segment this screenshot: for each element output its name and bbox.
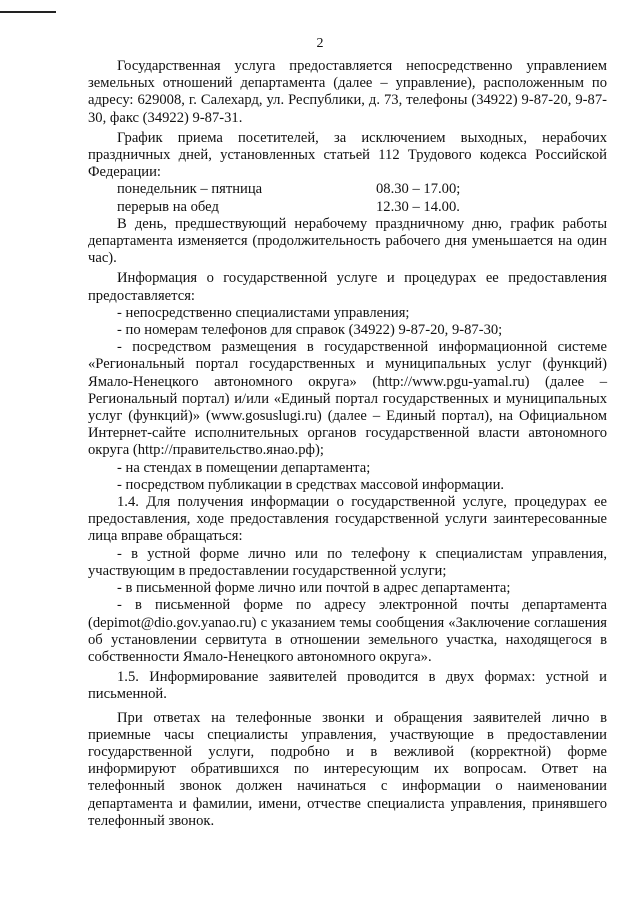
list-item: - в письменной форме по адресу электронной почты департамента (depimot@dio.gov.yanao.ru) с указанием темы сообщения «Заключение соглашения об установлении сервитута в отношении земельного участка, находящегося в собственности Ямало-Ненецкого автономного округа». <box>88 597 607 665</box>
paragraph-phone-answers: При ответах на телефонные звонки и обращения заявителей лично в приемные часы специалисты управления, участвующие в предоставлении государственной услуги, подробно и в вежливой (корректной) форме информируют обратившихся по интересующим их вопросам. Ответ на телефонный звонок должен начинаться с информации о наименовании департамента и фамилии, имени, отчестве специалиста управления, принявшего телефонный звонок. <box>88 709 607 829</box>
list-item: - непосредственно специалистами управления; <box>117 304 410 321</box>
paragraph-info-intro: Информация о государственной услуге и процедурах ее предоставления предоставляется: <box>88 270 607 304</box>
paragraph-service-provider: Государственная услуга предоставляется непосредственно управлением земельных отношений департамента (далее – управление), расположенным по адресу: 629008, г. Салехард, ул. Республики, д. 73, телефоны (34922) 9-87-20, 9-87-30, факс (34922) 9-87-31. <box>88 58 607 126</box>
list-item: - в устной форме лично или по телефону к специалистам управления, участвующим в предоставлении государственной услуги; <box>88 545 607 579</box>
list-item: - на стендах в помещении департамента; <box>117 459 371 476</box>
list-item: - по номерам телефонов для справок (34922) 9-87-20, 9-87-30; <box>117 322 503 339</box>
schedule-table <box>88 181 607 215</box>
list-item: - посредством публикации в средствах массовой информации. <box>117 476 505 493</box>
schedule-label: перерыв на обед <box>117 198 219 215</box>
paragraph-preholiday: В день, предшествующий нерабочему праздничному дню, график работы департамента изменяется (продолжительность рабочего дня уменьшается на один час). <box>88 215 607 267</box>
document-body <box>88 58 607 830</box>
schedule-row <box>88 181 607 198</box>
schedule-time: 12.30 – 14.00. <box>376 198 460 215</box>
paragraph-section-1-5: 1.5. Информирование заявителей проводится в двух формах: устной и письменной. <box>88 669 607 703</box>
schedule-row <box>88 199 607 216</box>
list-item: - посредством размещения в государственной информационной системе «Региональный портал государственных и муниципальных услуг (функций) Ямало-Ненецкого автономного округа» (http://www.pgu-yamal.ru) (далее – Региональный портал) и/или «Единый портал государственных и муниципальных услуг (функций)» (www.gosuslugi.ru) (далее – Единый портал), на Официальном Интернет-сайте исполнительных органов государственной власти автономного округа (http://правительство.янао.рф); <box>88 339 607 459</box>
paragraph-section-1-4: 1.4. Для получения информации о государственной услуге, процедурах ее предоставления, ходе предоставления государственной услуги заинтересованные лица вправе обращаться: <box>88 494 607 545</box>
schedule-time: 08.30 – 17.00; <box>376 181 461 198</box>
header-rule <box>0 11 56 13</box>
list-item: - в письменной форме лично или почтой в адрес департамента; <box>117 580 511 597</box>
page-number: 2 <box>316 36 324 51</box>
paragraph-schedule-intro: График приема посетителей, за исключением выходных, нерабочих праздничных дней, установленных статьей 112 Трудового кодекса Российской Федерации: <box>88 129 607 181</box>
schedule-label: понедельник – пятница <box>117 181 263 198</box>
